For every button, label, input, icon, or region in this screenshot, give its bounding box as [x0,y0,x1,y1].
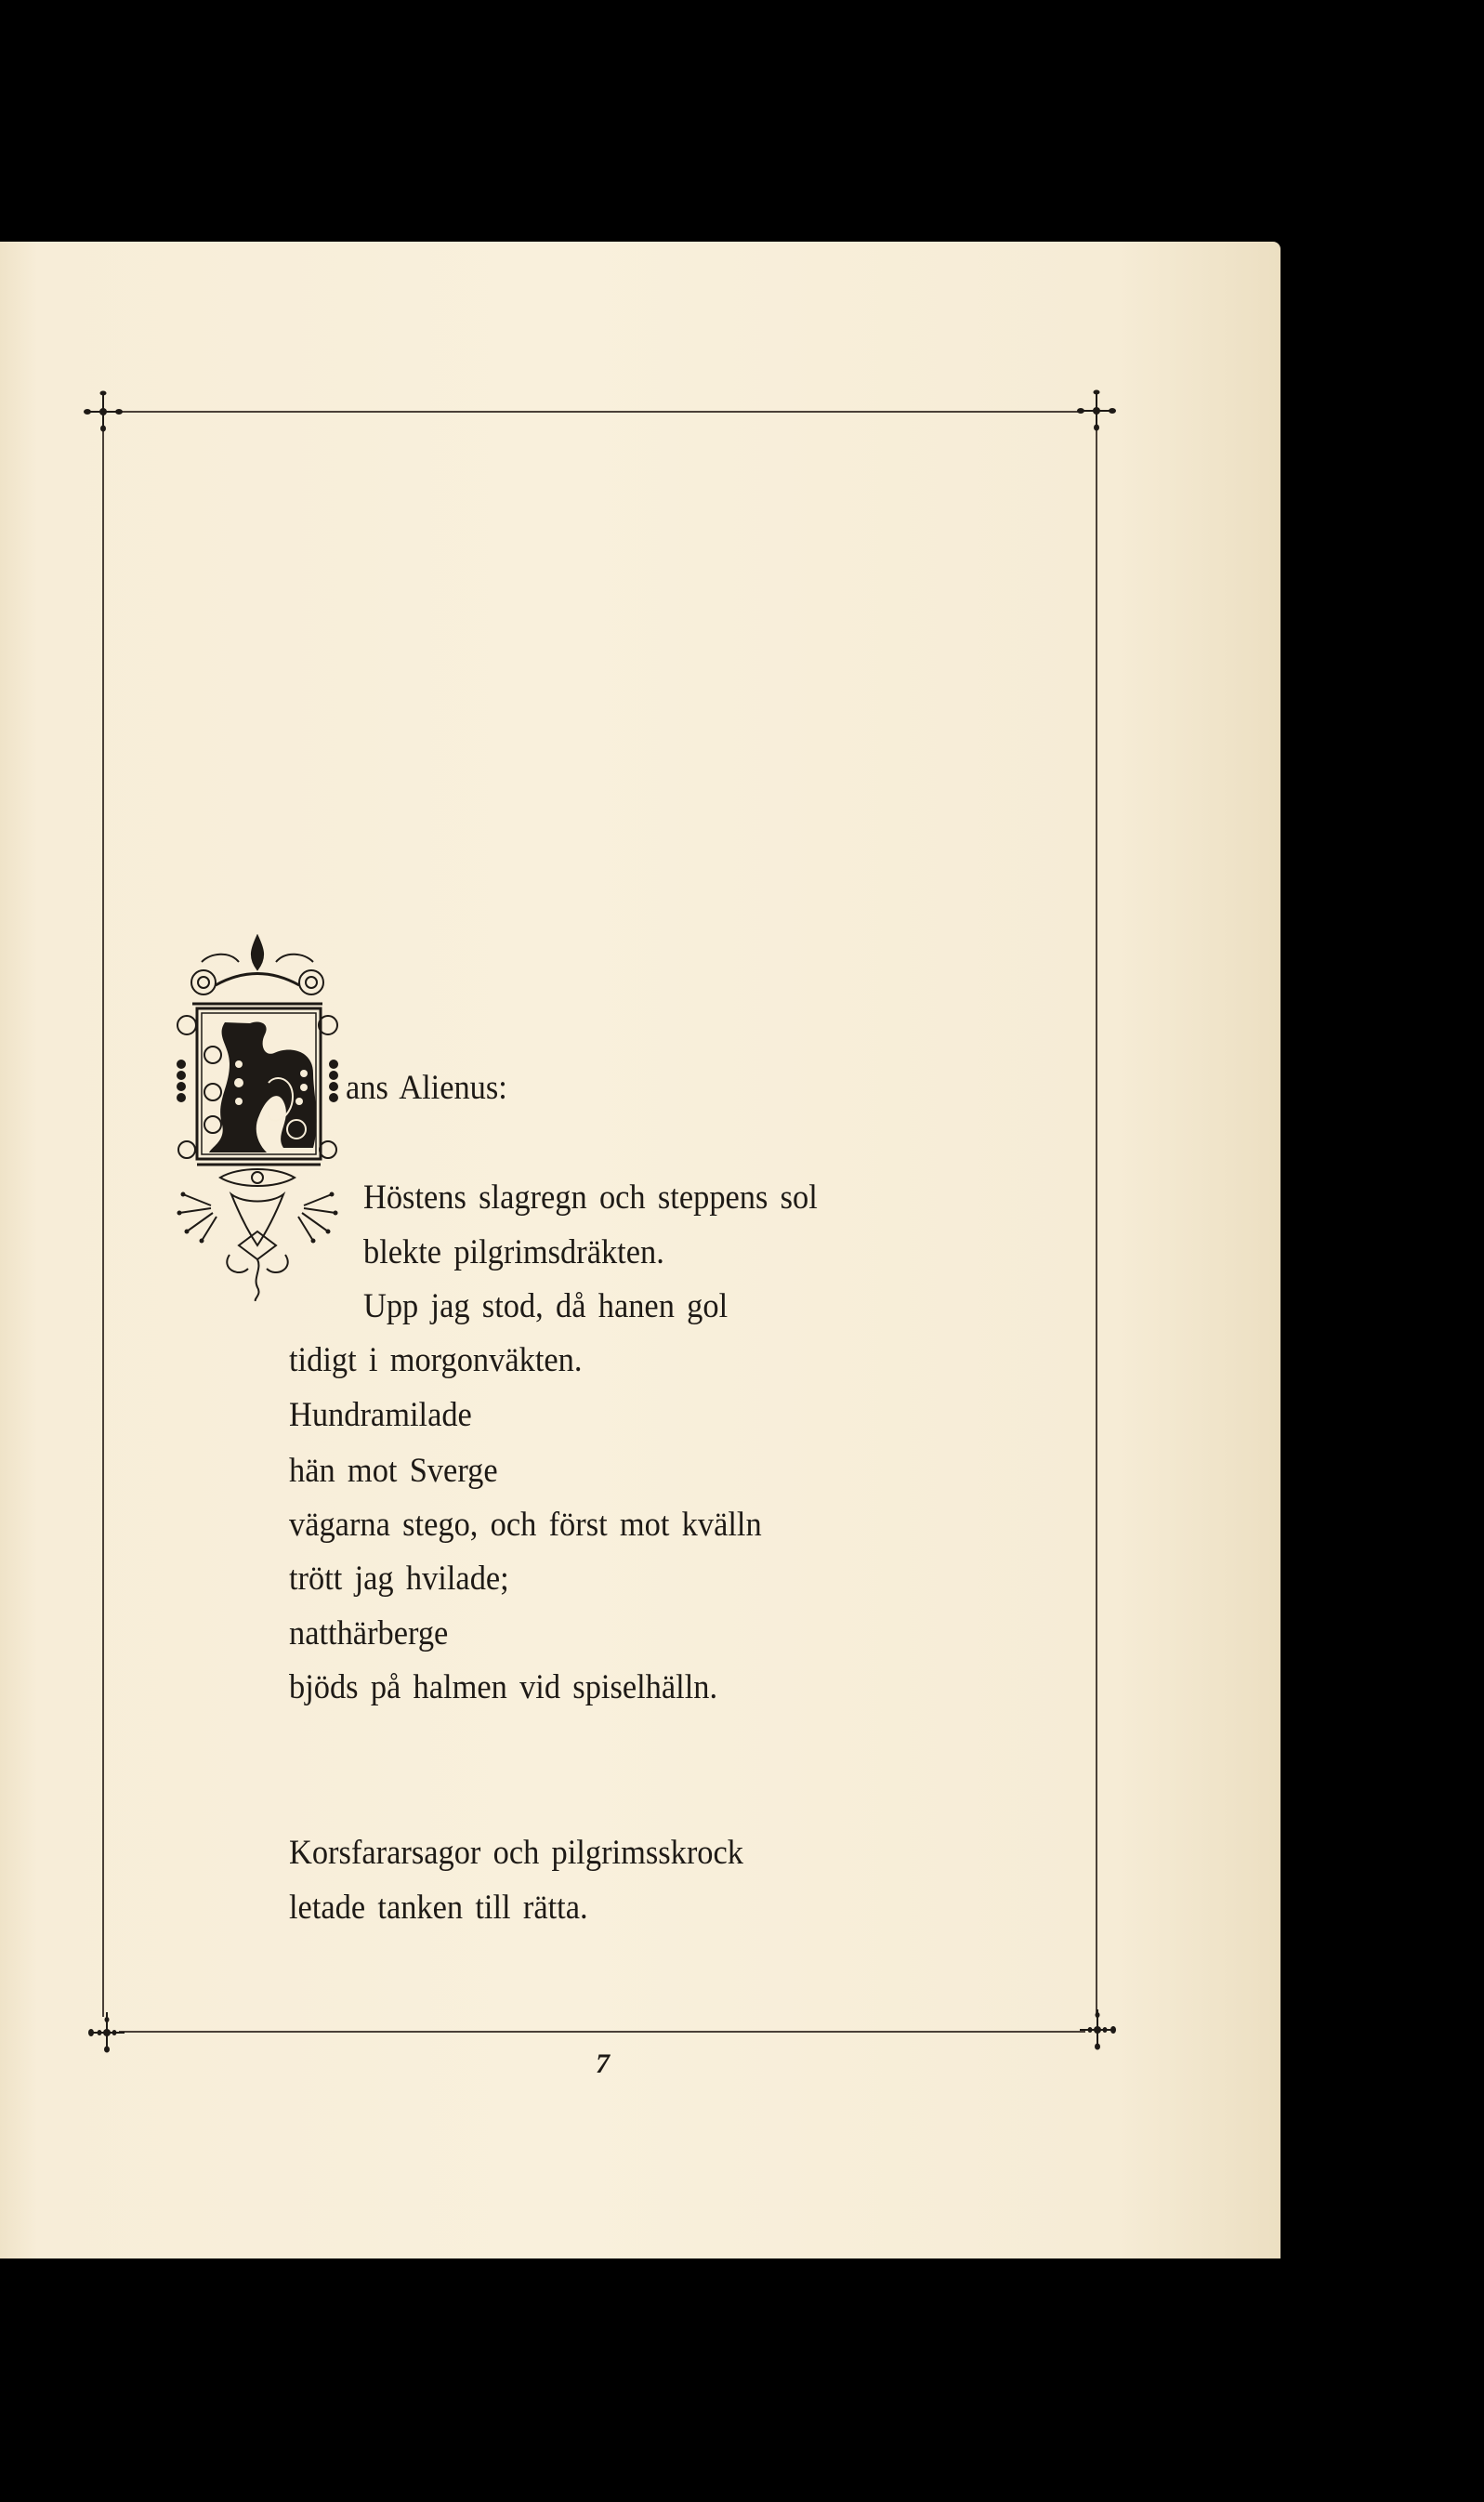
frame-left-rule [102,428,104,2017]
verse-line: Korsfararsagor och pilgrimsskrock [289,1834,743,1872]
verse-line: natthärberge [289,1614,449,1653]
frame-right-rule [1096,426,1097,2015]
speaker-name: ans Alienus: [346,1069,507,1107]
verse-line: bjöds på halmen vid spiselhälln. [289,1668,718,1706]
frame-bottom-rule [119,2031,1085,2033]
verse-line: letade tanken till rätta. [289,1889,588,1927]
verse-line: blekte pilgrimsdräkten. [363,1233,664,1271]
verse-line: Upp jag stod, då hanen gol [363,1287,729,1325]
corner-cross-icon [1074,2002,1121,2058]
verse-line: tidigt i morgonväkten. [289,1341,583,1379]
speaker-heading [346,1071,507,1105]
corner-cross-icon [84,2005,130,2061]
verse-line: trött jag hvilade; [289,1560,509,1598]
corner-cross-icon [1073,383,1120,439]
verse-line: hän mot Sverge [289,1452,498,1490]
frame-top-rule [116,411,1083,413]
verse-line: Höstens slagregn och steppens sol [363,1179,818,1217]
corner-cross-icon [80,384,126,440]
verse-line: Hundramilade [289,1396,472,1434]
verse-line: vägarna stego, och först mot kvälln [289,1506,762,1544]
page-number: 7 [596,2048,610,2079]
ornamental-initial-h-icon [174,934,341,1301]
